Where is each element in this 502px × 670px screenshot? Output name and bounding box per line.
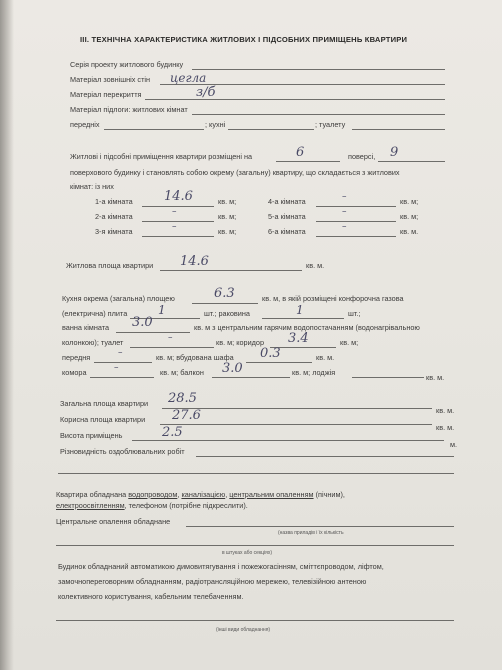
living-area-line bbox=[160, 270, 302, 271]
room-4-value: – bbox=[342, 192, 347, 202]
front-room-value: – bbox=[118, 348, 123, 358]
room-1-line bbox=[142, 206, 214, 207]
height-value: 2.5 bbox=[162, 425, 183, 440]
room-3-label: 3-я кімната bbox=[95, 227, 133, 236]
finishing-line-1 bbox=[196, 456, 454, 457]
useful-area-line bbox=[160, 424, 432, 425]
note-other: (інші види обладнання) bbox=[216, 627, 271, 633]
front-room-label: передня bbox=[62, 353, 91, 362]
room-2-label: 2-а кімната bbox=[95, 212, 133, 221]
ceiling-label: Матеріал перекриття bbox=[70, 90, 142, 99]
sink-unit: шт.; bbox=[348, 309, 361, 318]
sink-line bbox=[262, 318, 344, 319]
wardrobe-value: 0.3 bbox=[260, 346, 281, 361]
series-line bbox=[192, 69, 445, 70]
sink-label: шт.; раковина bbox=[204, 309, 250, 318]
total-area-unit: кв. м. bbox=[436, 406, 455, 415]
room-5-line bbox=[316, 221, 396, 222]
floors-count-value: 9 bbox=[390, 145, 399, 160]
wardrobe-unit: кв. м. bbox=[316, 353, 335, 362]
note-pieces: в штуках або секціях) bbox=[222, 550, 272, 556]
floor-material-line bbox=[192, 114, 445, 115]
other-equipment-line bbox=[56, 620, 454, 621]
room-5-unit: кв. м; bbox=[400, 212, 419, 221]
floor-number-line bbox=[276, 161, 340, 162]
corridor-unit: кв. м; bbox=[340, 338, 359, 347]
room-4-unit: кв. м; bbox=[400, 197, 419, 206]
kitchen-tail: кв. м, в якій розміщені конфорочна газова bbox=[262, 294, 404, 303]
living-area-label: Житлова площа квартири bbox=[66, 261, 154, 270]
toilet-value: – bbox=[168, 333, 173, 343]
front-label: передніх bbox=[70, 120, 100, 129]
wardrobe-line bbox=[246, 362, 312, 363]
location-label: Житлові і підсобні приміщення квартири розміщені на bbox=[70, 152, 253, 161]
loggia-line bbox=[352, 377, 424, 378]
kitchen-area-value: 6.3 bbox=[214, 286, 235, 301]
sink-value: 1 bbox=[296, 303, 304, 317]
room-1-value: 14.6 bbox=[164, 189, 193, 204]
room-6-unit: кв. м. bbox=[400, 227, 419, 236]
equip-stove: (пічним), bbox=[315, 490, 345, 499]
room-6-line bbox=[316, 236, 396, 237]
room-1-label: 1-а кімната bbox=[95, 197, 133, 206]
central-heating-line-2 bbox=[56, 545, 454, 546]
finishing-label: Різновидність оздоблювальних робіт bbox=[60, 447, 185, 456]
kitchen-area-line bbox=[192, 303, 258, 304]
building-line: поверхового будинку і становлять собою окрему (загальну) квартиру, що складається з житлових bbox=[70, 168, 400, 177]
wardrobe-label: кв. м; вбудована шафа bbox=[156, 353, 234, 362]
pantry-value: – bbox=[114, 363, 119, 373]
room-5-value: – bbox=[342, 207, 347, 217]
useful-area-unit: кв. м. bbox=[436, 423, 455, 432]
floor-number-value: 6 bbox=[296, 145, 305, 160]
room-2-value: – bbox=[172, 207, 177, 217]
toilet-floor-line bbox=[352, 129, 445, 130]
building-equip-line-3: колективного користування, кабельним телебаченням. bbox=[58, 592, 244, 601]
bath-value: 3.0 bbox=[132, 315, 153, 330]
floor-material-label: Матеріал підлоги: житлових кімнат bbox=[70, 105, 188, 114]
floors-count-line bbox=[378, 161, 445, 162]
stove-value: 1 bbox=[158, 303, 166, 317]
room-3-value: – bbox=[172, 222, 177, 232]
living-area-value: 14.6 bbox=[180, 254, 209, 269]
room-6-label: 6-а кімната bbox=[268, 227, 306, 236]
height-line bbox=[132, 440, 444, 441]
room-2-line bbox=[142, 221, 214, 222]
ceiling-line bbox=[145, 99, 445, 100]
central-heating-label: Центральне опалення обладнане bbox=[56, 517, 171, 526]
walls-label: Матеріал зовнішніх стін bbox=[70, 75, 151, 84]
kitchen-floor-label: ; кухні bbox=[205, 120, 226, 129]
corridor-label: кв. м; коридор bbox=[216, 338, 265, 347]
walls-value: цегла bbox=[170, 71, 207, 85]
finishing-line-2 bbox=[58, 473, 454, 474]
note-devices: (назва приладів і їх кількість bbox=[278, 530, 344, 536]
equipment-line-1: Квартира обладнана водопроводом, каналізацією, центральним опаленням (пічним), bbox=[56, 490, 345, 499]
loggia-unit: кв. м. bbox=[426, 373, 445, 382]
corridor-value: 3.4 bbox=[288, 331, 309, 346]
rooms-intro: кімнат: із них bbox=[70, 182, 114, 191]
section-title: ІІІ. ТЕХНІЧНА ХАРАКТЕРИСТИКА ЖИТЛОВИХ І ПІДСОБНИХ ПРИМІЩЕНЬ КВАРТИРИ bbox=[80, 35, 408, 44]
pantry-line bbox=[90, 377, 154, 378]
balcony-label: кв. м; балкон bbox=[160, 368, 204, 377]
bath-line bbox=[116, 332, 190, 333]
bath-label: ванна кімната bbox=[62, 323, 110, 332]
front-line bbox=[104, 129, 204, 130]
living-area-unit: кв. м. bbox=[306, 261, 325, 270]
equip-heating: центральним опаленням bbox=[229, 490, 314, 499]
useful-area-value: 27.6 bbox=[172, 408, 201, 423]
room-4-label: 4-а кімната bbox=[268, 197, 306, 206]
ceiling-value: з/б bbox=[196, 85, 216, 100]
kitchen-floor-line bbox=[228, 129, 314, 130]
equip-phone: , телефоном (потрібне підкреслити). bbox=[124, 501, 248, 510]
equip-intro: Квартира обладнана bbox=[56, 490, 127, 499]
room-5-label: 5-а кімната bbox=[268, 212, 306, 221]
total-area-label: Загальна площа квартири bbox=[60, 399, 149, 408]
total-area-line bbox=[162, 408, 432, 409]
kitchen-label: Кухня окрема (загальна) площею bbox=[62, 294, 175, 303]
building-equip-line-2: замочнопереговорним обладнанням, радіотрансляційною мережею, телевізійною антеною bbox=[58, 577, 367, 586]
page-shadow-edge bbox=[0, 0, 14, 670]
equipment-line-2 bbox=[56, 502, 248, 509]
room-1-unit: кв. м; bbox=[218, 197, 237, 206]
loggia-label: кв. м; лоджія bbox=[292, 368, 336, 377]
bath-tail: кв. м з центральним гарячим водопостачанням (водонагрівальною bbox=[194, 323, 420, 332]
toilet-floor-label: ; туалету bbox=[315, 120, 346, 129]
height-label: Висота приміщень bbox=[60, 431, 123, 440]
toilet-label: колонкою); туалет bbox=[62, 338, 124, 347]
pantry-label: комора bbox=[62, 368, 87, 377]
useful-area-label: Корисна площа квартири bbox=[60, 415, 146, 424]
room-3-unit: кв. м; bbox=[218, 227, 237, 236]
central-heating-line-1 bbox=[186, 526, 454, 527]
toilet-line bbox=[130, 347, 214, 348]
front-room-line bbox=[94, 362, 152, 363]
room-2-unit: кв. м; bbox=[218, 212, 237, 221]
balcony-line bbox=[212, 377, 290, 378]
room-3-line bbox=[142, 236, 214, 237]
floor-word: поверсі, bbox=[348, 152, 376, 161]
equip-sewer: каналізацією bbox=[181, 490, 226, 499]
room-4-line bbox=[316, 206, 396, 207]
height-unit: м. bbox=[450, 440, 458, 449]
stove-label: (електрична) плита bbox=[62, 309, 128, 318]
equip-electric: електроосвітленням bbox=[56, 501, 125, 510]
building-equip-line-1: Будинок обладнаний автоматикою димовитягування і пожежогасінням, сміттєпроводом, ліфтом, bbox=[58, 562, 384, 571]
room-6-value: – bbox=[342, 222, 347, 232]
series-label: Серія проекту житлового будинку bbox=[70, 60, 184, 69]
equip-water: водопроводом bbox=[128, 490, 178, 499]
balcony-value: 3.0 bbox=[222, 361, 243, 376]
total-area-value: 28.5 bbox=[168, 391, 197, 406]
